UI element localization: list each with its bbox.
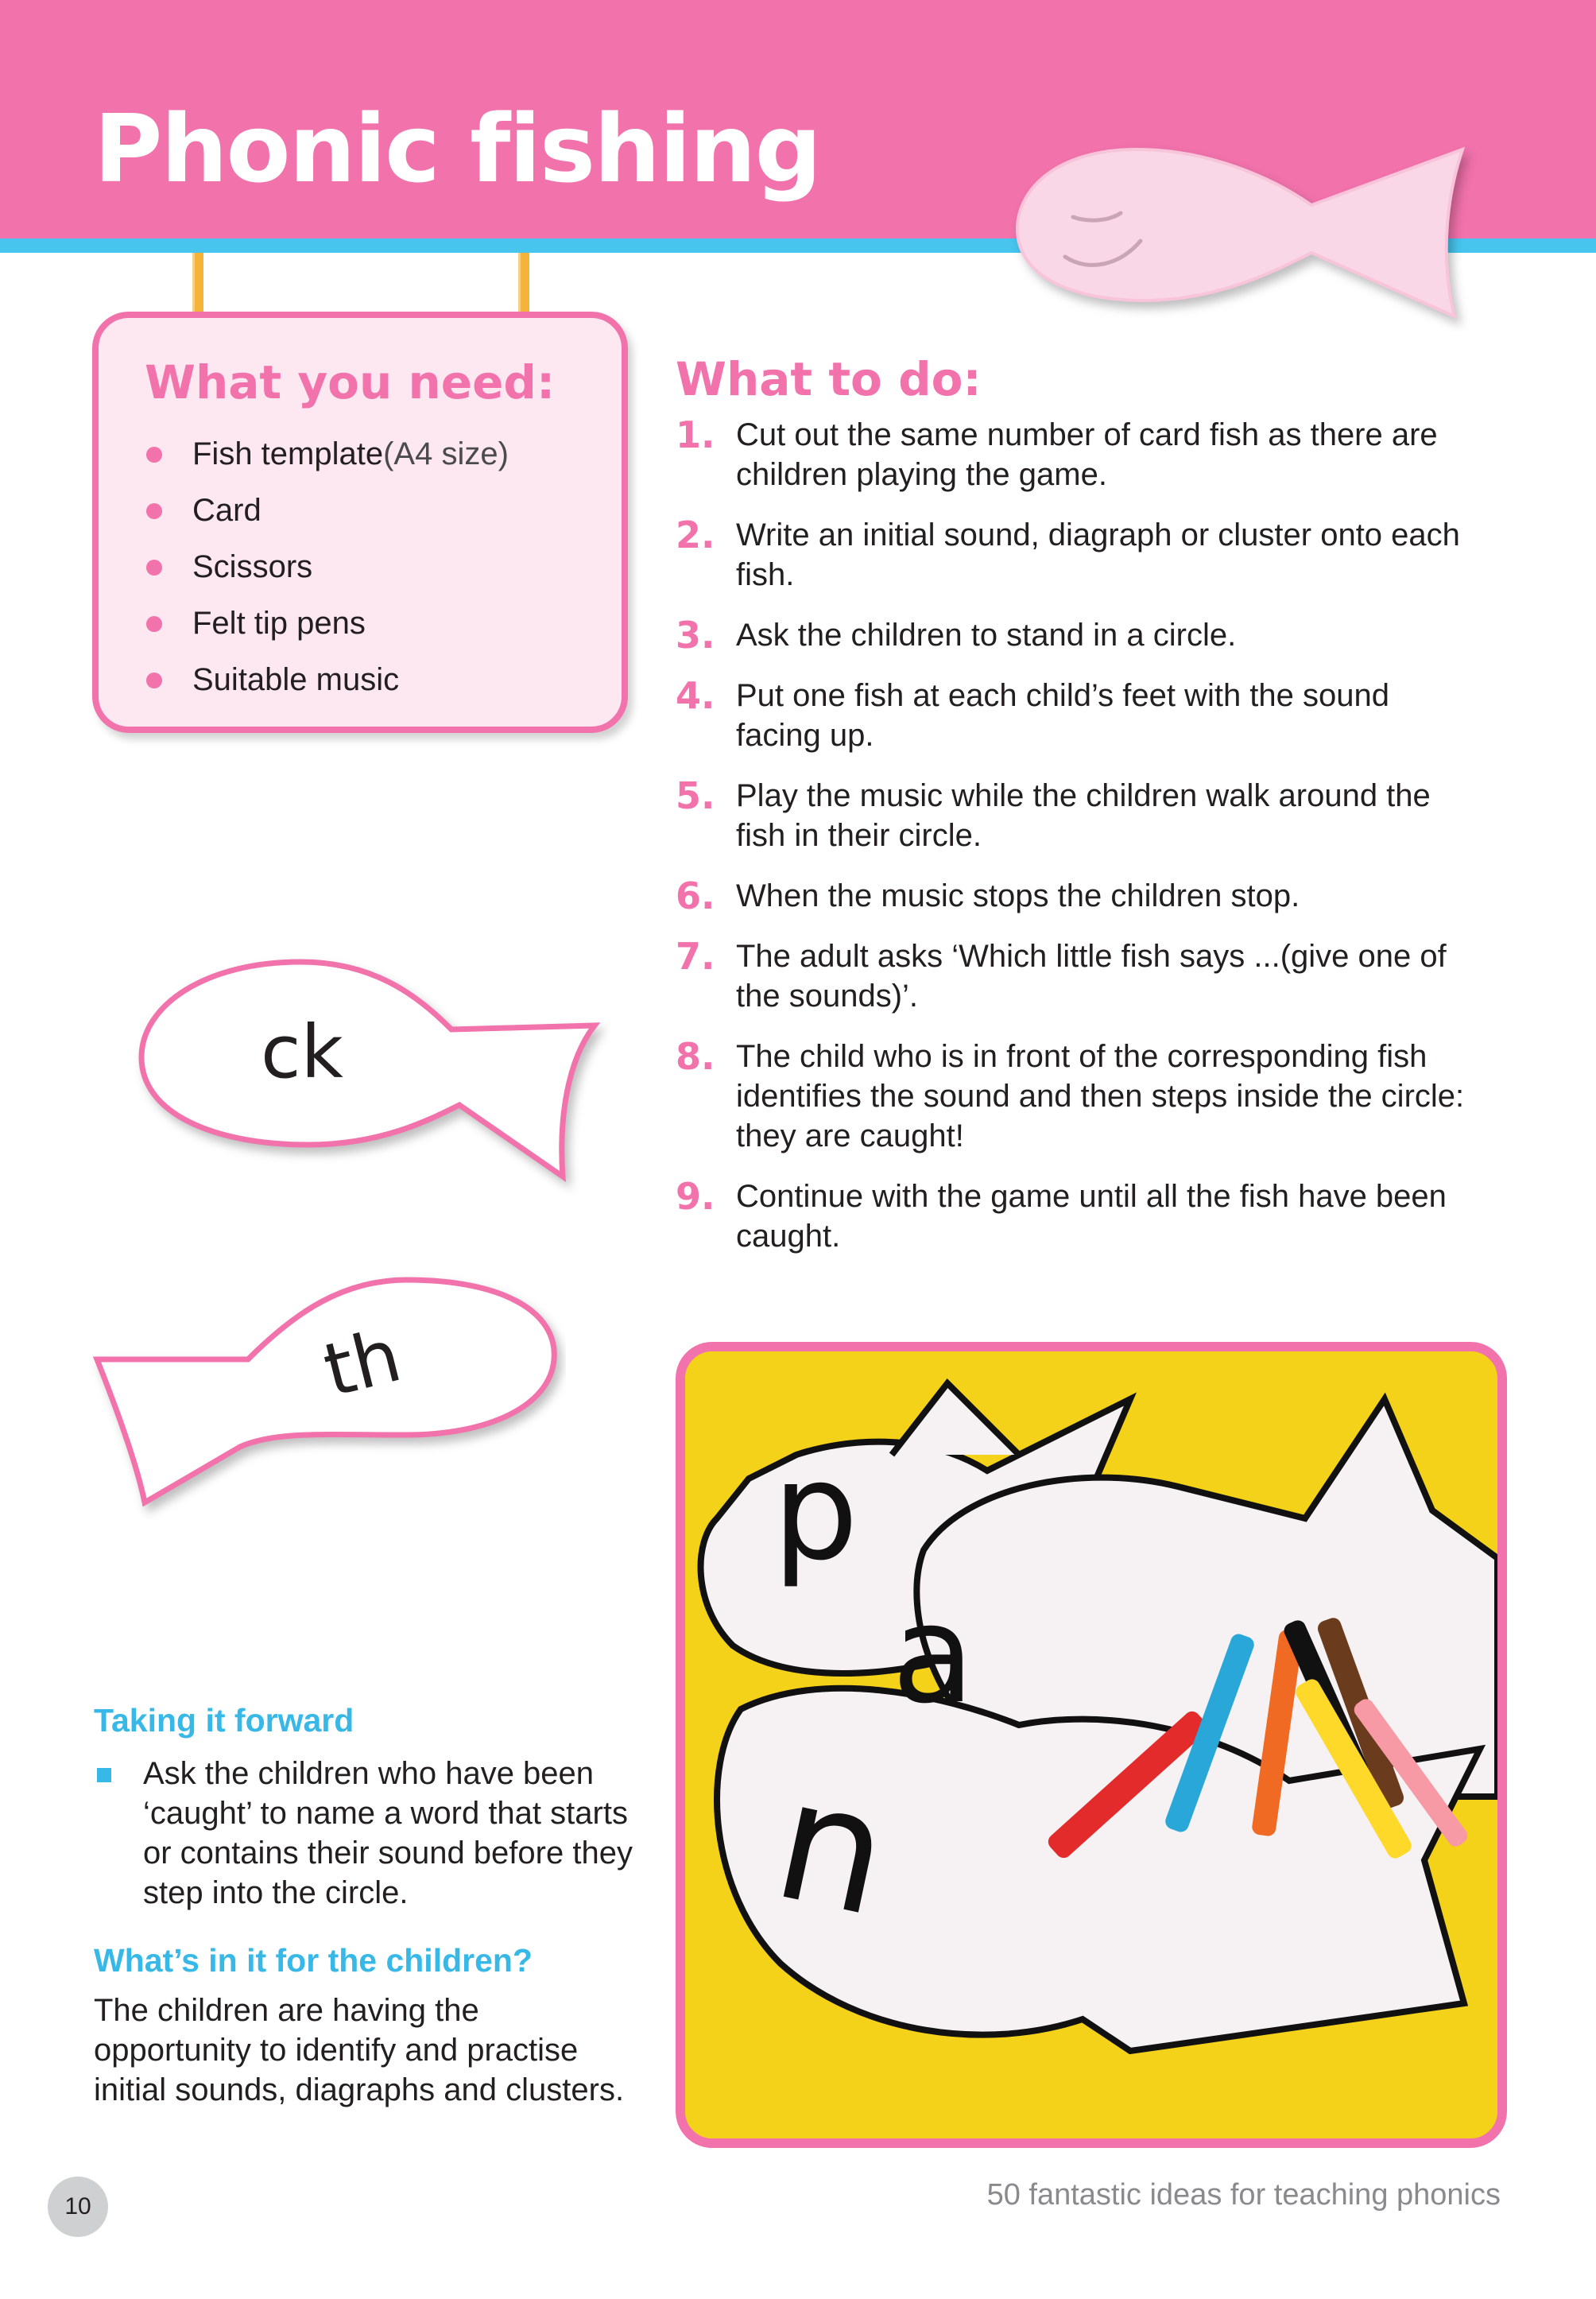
step-text: The adult asks ‘Which little fish says ...(give one of the sounds)’. (736, 939, 1447, 1014)
step-item (676, 415, 1470, 494)
bullet-icon (146, 560, 162, 576)
step-item (676, 1037, 1470, 1156)
photo-letter-n: n (760, 1741, 905, 1955)
step-item (676, 876, 1470, 916)
list-item (146, 652, 509, 708)
step-number: 7. (676, 935, 715, 978)
photo-illustration (685, 1351, 1497, 2138)
whats-in-it-heading: What’s in it for the children? (94, 1942, 533, 1979)
item-note: (A4 size) (383, 436, 509, 471)
what-to-do-steps (676, 415, 1470, 1277)
step-number: 9. (676, 1175, 715, 1218)
taking-it-forward-heading: Taking it forward (94, 1702, 354, 1739)
fish-letter-th: th (316, 1312, 409, 1414)
step-text: Ask the children to stand in a circle. (736, 618, 1237, 653)
step-text: Play the music while the children walk around the fish in their circle. (736, 778, 1431, 853)
fish-card-ck (134, 946, 610, 1216)
item-label: Fish template (192, 436, 384, 471)
step-number: 4. (676, 674, 715, 717)
hanging-string-right (518, 253, 529, 316)
taking-it-forward-item (95, 1754, 636, 1913)
square-bullet-icon (97, 1768, 111, 1782)
page-title: Phonic fishing (94, 94, 820, 204)
item-label: Suitable music (192, 662, 400, 697)
step-number: 5. (676, 774, 715, 817)
step-number: 3. (676, 614, 715, 657)
fish-card-th (89, 1264, 566, 1534)
item-label: Card (192, 493, 261, 528)
hanging-string-left (192, 253, 203, 316)
step-text: Continue with the game until all the fish have been caught. (736, 1179, 1447, 1254)
step-item (676, 936, 1470, 1016)
bullet-icon (146, 447, 162, 463)
step-number: 8. (676, 1035, 715, 1078)
what-to-do-heading: What to do: (676, 352, 982, 406)
bullet-icon (146, 616, 162, 632)
bullet-icon (146, 503, 162, 519)
page-number: 10 (48, 2177, 108, 2237)
step-text: Cut out the same number of card fish as there are children playing the game. (736, 417, 1438, 492)
step-item (676, 615, 1470, 655)
book-title-footer: 50 fantastic ideas for teaching phonics (986, 2178, 1501, 2212)
step-text: The child who is in front of the corresponding fish identifies the sound and then steps inside the circle: they are caught! (736, 1039, 1465, 1153)
photo-letter-a: a (892, 1576, 975, 1734)
what-you-need-heading: What you need: (145, 355, 556, 409)
what-you-need-box (92, 312, 628, 733)
header-fish-icon (1009, 134, 1486, 332)
step-text: When the music stops the children stop. (736, 878, 1300, 913)
item-label: Scissors (192, 549, 313, 584)
step-item (676, 776, 1470, 855)
step-number: 2. (676, 514, 715, 556)
step-item (676, 1177, 1470, 1256)
list-item (146, 539, 509, 595)
photo-letter-p: p (773, 1433, 858, 1591)
step-number: 6. (676, 874, 715, 917)
list-item (146, 483, 509, 539)
step-number: 1. (676, 413, 715, 456)
what-you-need-list (146, 426, 509, 708)
bullet-icon (146, 673, 162, 688)
step-text: Put one fish at each child’s feet with the sound facing up. (736, 678, 1390, 753)
list-item (146, 426, 509, 483)
whats-in-it-text: The children are having the opportunity to identify and practise initial sounds, diagraphs and clusters. (94, 1993, 625, 2107)
taking-it-forward-text: Ask the children who have been ‘caught’ to name a word that starts or contains their sound before they step into the circle. (143, 1756, 633, 1910)
step-text: Write an initial sound, diagraph or cluster onto each fish. (736, 518, 1460, 592)
step-item (676, 676, 1470, 755)
item-label: Felt tip pens (192, 606, 366, 641)
list-item (146, 595, 509, 652)
activity-photo (676, 1342, 1507, 2148)
step-item (676, 515, 1470, 595)
fish-letter-ck: ck (261, 1010, 343, 1095)
